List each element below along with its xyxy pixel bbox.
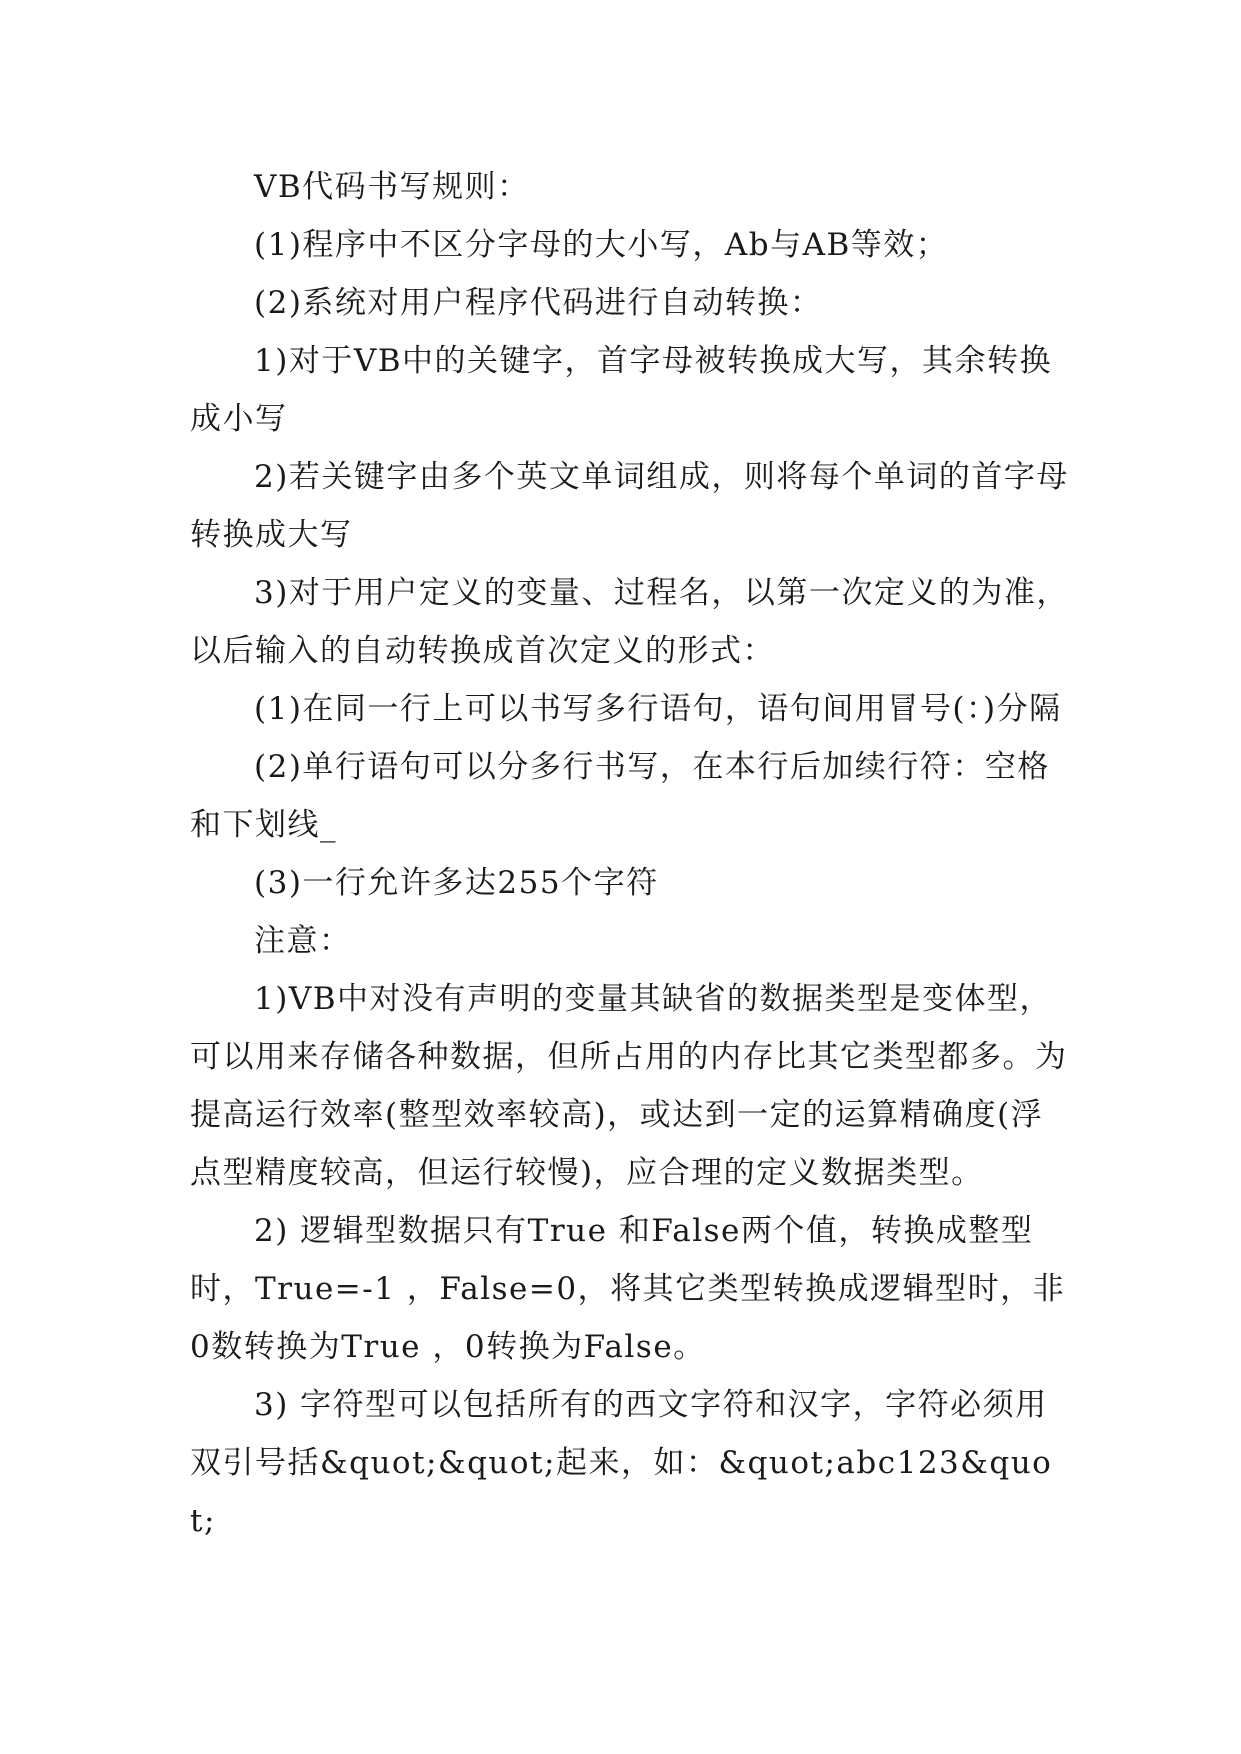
paragraph-multiword-keyword: 2)若关键字由多个英文单词组成，则将每个单词的首字母转换成大写 — [190, 459, 1069, 553]
paragraph-string-type: 3) 字符型可以包括所有的西文字符和汉字，字符必须用双引号括&quot;&quot;起来，如：&quot;abc123&quot; — [190, 1387, 1053, 1539]
heading-code-rules: VB代码书写规则： — [254, 169, 530, 205]
document-body — [190, 158, 1070, 1550]
paragraph-keyword-capitalize: 1)对于VB中的关键字，首字母被转换成大写，其余转换成小写 — [190, 343, 1052, 437]
paragraph-variant-type: 1)VB中对没有声明的变量其缺省的数据类型是变体型，可以用来存储各种数据，但所占用的内存比其它类型都多。为提高运行效率(整型效率较高)，或达到一定的运算精确度(浮点型精度较高，但运行较慢)，应合理的定义数据类型。 — [190, 981, 1068, 1191]
paragraph-case-insensitive: (1)程序中不区分字母的大小写，Ab与AB等效； — [254, 227, 949, 263]
paragraph-multiple-statements: (1)在同一行上可以书写多行语句，语句间用冒号(：)分隔 — [254, 691, 1062, 727]
paragraph-line-length: (3)一行允许多达255个字符 — [254, 865, 659, 901]
paragraph-boolean-type: 2) 逻辑型数据只有True 和False两个值，转换成整型时，True=-1 ，False=0，将其它类型转换成逻辑型时，非0数转换为True ，0转换为False。 — [190, 1213, 1066, 1365]
paragraph-line-continuation: (2)单行语句可以分多行书写，在本行后加续行符：空格和下划线_ — [190, 749, 1050, 843]
heading-note: 注意： — [254, 923, 352, 959]
paragraph-user-defined-names: 3)对于用户定义的变量、过程名，以第一次定义的为准，以后输入的自动转换成首次定义的形式： — [190, 575, 1069, 669]
paragraph-auto-convert: (2)系统对用户程序代码进行自动转换： — [254, 285, 823, 321]
